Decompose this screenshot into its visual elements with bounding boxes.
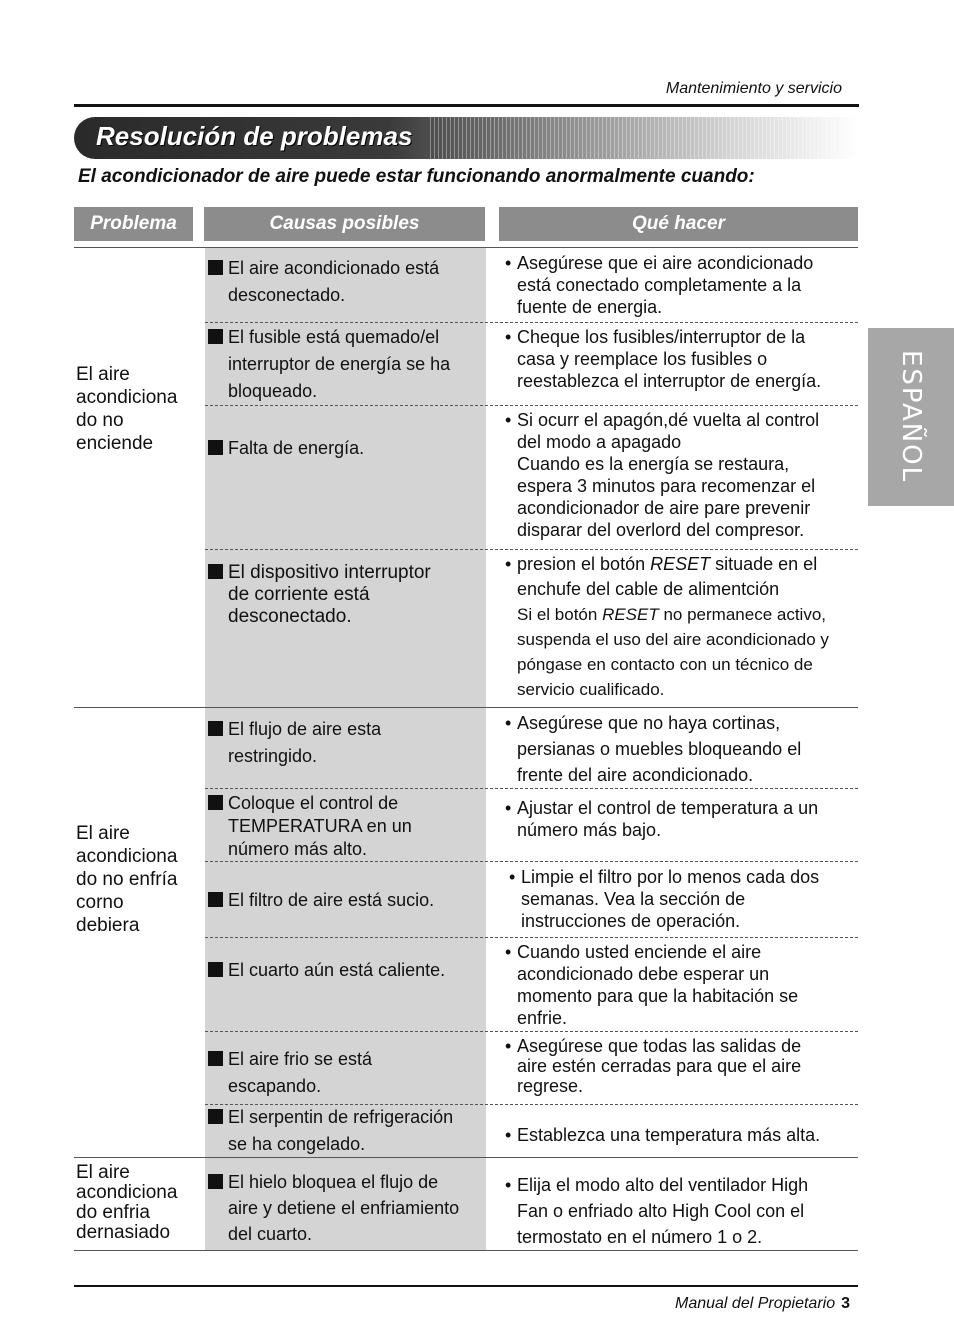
problem-too-cold: El aire acondiciona do enfria dernasiado [76, 1162, 178, 1243]
column-header-causes: Causas posibles [204, 207, 485, 241]
cause-cell: El cuarto aún está caliente. [208, 957, 484, 984]
remedy-cell: • Elija el modo alto del ventilador High Fan o enfriado alto High Cool con el termostato en el número 1 o 2. [505, 1175, 809, 1247]
remedy-cell: • Asegúrese que todas las salidas de aire estén cerradas para que el aire regrese. [505, 1036, 802, 1096]
cause-cell: El fusible está quemado/el interruptor de energía se ha bloqueado. [208, 324, 484, 405]
remedy-cell: • Asegúrese que no haya cortinas, persianas o muebles bloqueando el frente del aire acondicionado. [505, 713, 802, 785]
column-header-problem: Problema [74, 207, 193, 241]
footer-label: Manual del Propietario [675, 1295, 836, 1312]
cause-cell: El hielo bloquea el flujo de aire y detiene el enfriamiento del cuarto. [208, 1169, 484, 1247]
remedy-cell: • Establezca una temperatura más alta. [505, 1125, 821, 1145]
remedy-cell: • Si ocurr el apagón,dé vuelta al control del modo a apagado Cuando es la energía se restaura, espera 3 minutos para recomenzar el acondicionador de aire pare prevenir disparar del overlord del compresor. [505, 410, 820, 540]
reset-label: RESET [602, 605, 659, 624]
row-separator [205, 788, 858, 789]
bottom-rule [74, 1285, 858, 1287]
bullet-square-icon [208, 1109, 223, 1124]
remedy-cell: • Cuando usted enciende el aire acondicionado debe esperar un momento para que la habitación se enfrie. [505, 942, 799, 1028]
remedy-cell: • Cheque los fusibles/interruptor de la casa y reemplace los fusibles o reestablezca el interruptor de energía. [505, 327, 822, 391]
cause-cell: El aire acondicionado está desconectado. [208, 255, 484, 309]
cause-cell: Falta de energía. [208, 435, 484, 462]
cause-cell: El aire frio se está escapando. [208, 1046, 484, 1100]
group-separator [74, 707, 858, 708]
bullet-square-icon [208, 721, 223, 736]
page-subtitle: El acondicionador de aire puede estar funcionando anormalmente cuando: [78, 166, 755, 187]
remedy-cell: • presion el botón RESET situade en el enchufe del cable de alimentción Si el botón RESET no permanece activo, suspenda el uso del aire acondicionado y póngase en contacto con un técnico de servicio cualificado. [505, 554, 829, 699]
bullet-square-icon [208, 564, 223, 579]
remedy-cell: • Ajustar el control de temperatura a un número más bajo. [505, 798, 819, 840]
row-separator [205, 861, 858, 862]
table-bottom-rule [74, 1250, 858, 1251]
remedy-cell: • Asegúrese que ei aire acondicionado está conectado completamente a la fuente de energia. [505, 253, 814, 317]
bullet-square-icon [208, 1174, 223, 1189]
cause-cell: Coloque el control de TEMPERATURA en un número más alto. [208, 792, 484, 861]
remedy-cell: • Limpie el filtro por lo menos cada dos semanas. Vea la sección de instrucciones de operación. [509, 867, 820, 931]
bullet-square-icon [208, 795, 223, 810]
top-rule [74, 104, 859, 107]
cause-cell: El flujo de aire esta restringido. [208, 716, 484, 770]
bullet-square-icon [208, 440, 223, 455]
cause-cell: El dispositivo interruptor de corriente está desconectado. [208, 562, 484, 628]
row-separator [205, 405, 858, 406]
section-title: Mantenimiento y servicio [665, 80, 842, 97]
row-separator [205, 549, 858, 550]
column-header-remedy: Qué hacer [499, 207, 858, 241]
page-number: 3 [841, 1295, 850, 1312]
cause-cell: El serpentin de refrigeración se ha congelado. [208, 1104, 484, 1158]
table-top-rule [74, 247, 858, 248]
bullet-square-icon [208, 1051, 223, 1066]
problem-not-cooling: El aire acondiciona do no enfría corno debiera [76, 823, 178, 936]
banner-stripes [430, 117, 859, 159]
row-separator [205, 322, 858, 323]
reset-label: RESET [650, 554, 711, 574]
bullet-square-icon [208, 962, 223, 977]
bullet-square-icon [208, 260, 223, 275]
row-separator [205, 1031, 858, 1032]
row-separator [205, 937, 858, 938]
cause-cell: El filtro de aire está sucio. [208, 887, 484, 914]
problem-no-power: El aire acondiciona do no enciende [76, 364, 178, 454]
bullet-square-icon [208, 892, 223, 907]
language-tab-label: ESPAÑOL [896, 350, 926, 484]
page-title: Resolución de problemas [96, 121, 413, 151]
bullet-square-icon [208, 329, 223, 344]
footer [600, 1295, 850, 1313]
